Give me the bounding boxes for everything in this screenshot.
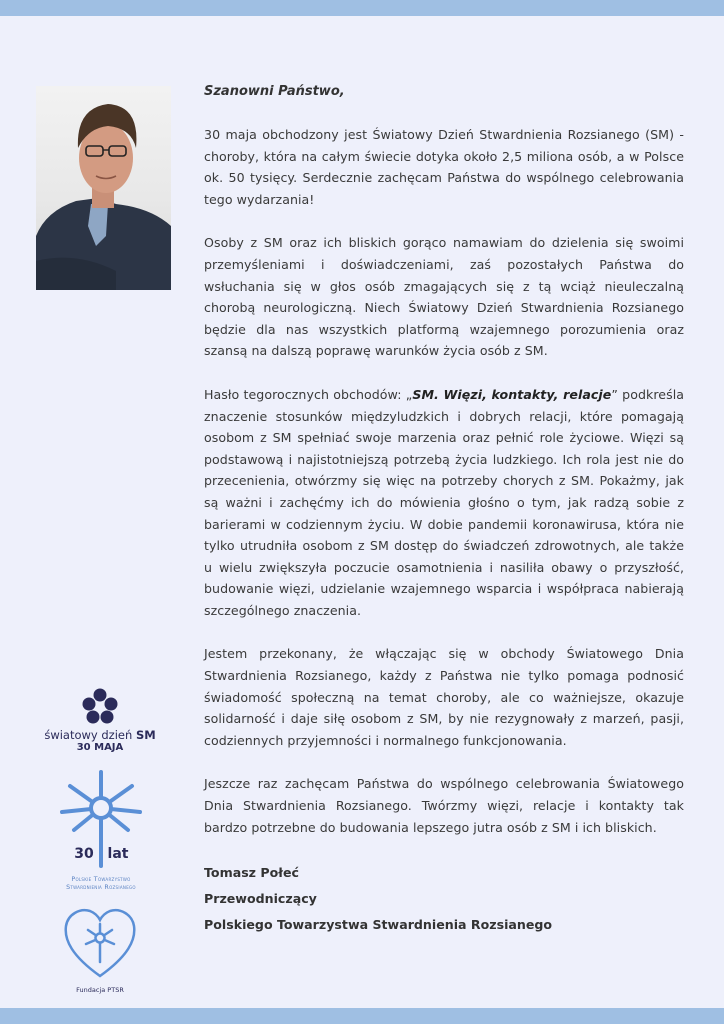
signature-block [204,860,684,938]
paragraph-3 [204,384,684,622]
paragraph-4: Jestem przekonany, że włączając się w obchody Światowego Dnia Stwardnienia Rozsianego, każdy z Państwa nie tylko pomaga podnosić świadomość społeczną na temat choroby, ale co ważniejsze, okazuje solidarność i daje siłę osobom z SM, by nie rezygnowały z marzeń, pasji, codziennych przyjemności i normalnego funkcjonowania. [204,646,684,748]
world-ms-day-sm: SM [135,728,156,742]
top-color-band [0,0,724,16]
signature-organization: Polskiego Towarzystwa Stwardnienia Rozsianego [204,917,553,933]
signature-role: Przewodniczący [204,891,317,907]
heart-star-icon [62,906,138,980]
ptsr-30-years-logo [56,768,146,892]
anniversary-number: 30 [74,846,94,862]
world-ms-day-title [44,728,156,742]
ptsr-org-line-2: Stwardnienia Rozsianego [66,884,136,891]
letter-greeting: Szanowni Państwo, [204,84,345,99]
five-circles-icon [80,686,120,726]
paragraph-2: Osoby z SM oraz ich bliskich gorąco namawiam do dzielenia się swoimi przemyśleniami i doświadczeniami, zaś pozostałych Państwa do wsłuchania się w głos osób zmagających się z tą wciąż nieuleczalną chorobą neurologiczną. Niech Światowy Dzień Stwardnienia Rozsianego będzie dla nas wszystkich platformą wzajemnego porozumienia oraz szansą na dalszą poprawę warunków życia osób z SM. [204,235,684,359]
foundation-logo [62,906,138,994]
paragraph-1: 30 maja obchodzony jest Światowy Dzień Stwardnienia Rozsianego (SM) - choroby, która na całym świecie dotyka około 2,5 miliona osób, a w Polsce ok. 50 tysięcy. Serdecznie zachęcam Państwa do wspólnego celebrowania tego wydarzania! [204,127,684,207]
letter-body [204,82,684,938]
paragraph-3-rest: ” podkreśla znaczenie stosunków międzyludzkich i dobrych relacji, które pomagają osobom z SM spełniać swoje marzenia oraz pełnić role życiowe. Więzi są podstawową i najistotniejszą potrzebą życia ludzkiego. Ich rola jest nie do przecenienia, otwórzmy się więc na potrzeby chorych z SM. Pokażmy, jak są ważni i zachęćmy ich do mówienia głośno o tym, jak radzą sobie z barierami w codziennym życiu. W dobie pandemii koronawirusa, która nie tylko utrudniła osobom z SM dostęp do świadczeń zdrowotnych, ale także u wielu zwiększyła poczucie osamotnienia i nasiliła obawy o przyszłość, budowanie więzi, udzielanie wzajemnego wsparcia i współpraca nabierają szczególnego znaczenia. [204,386,685,618]
foundation-name: Fundacja PTSR [76,986,124,994]
star-figure-icon [56,768,146,872]
author-portrait [36,86,171,290]
world-ms-day-logo [44,686,156,753]
ptsr-org-line-1: Polskie Towarzystwo [71,876,131,883]
signature-name: Tomasz Połeć [204,865,299,881]
anniversary-word: lat [107,846,129,862]
campaign-motto: SM. Więzi, kontakty, relacje [412,386,612,402]
world-ms-day-prefix: światowy dzień [44,728,136,742]
paragraph-3-intro: Hasło tegorocznych obchodów: „ [204,386,413,402]
bottom-color-band [0,1008,724,1024]
paragraph-5: Jeszcze raz zachęcam Państwa do wspólnego celebrowania Światowego Dnia Stwardnienia Rozsianego. Twórzmy więzi, relacje i kontakty tak bardzo potrzebne do budowania lepszego jutra osób z SM i ich bliskich. [204,776,684,835]
world-ms-day-date: 30 MAJA [76,742,124,753]
